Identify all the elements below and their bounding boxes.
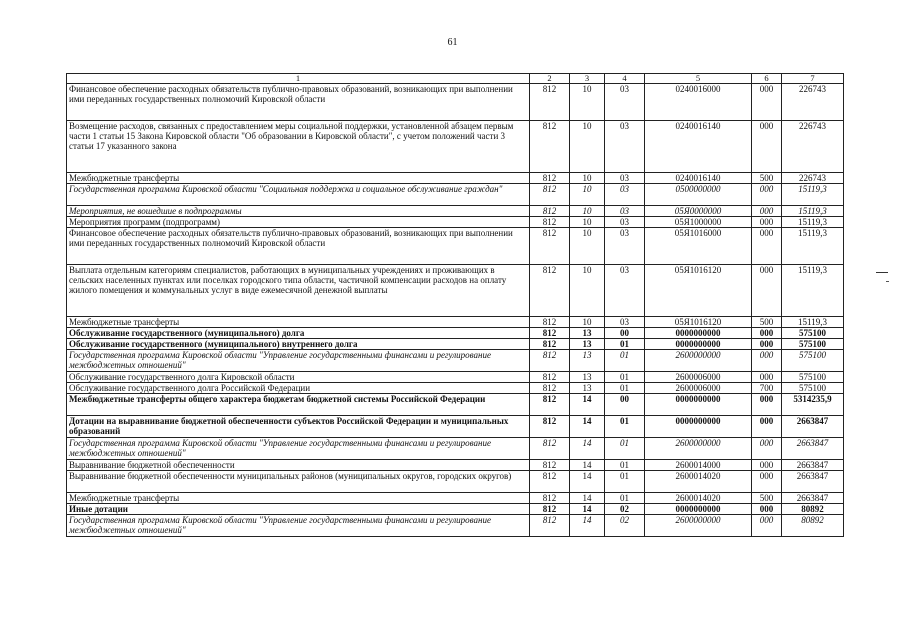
row-ved-cell: 812 — [530, 471, 570, 493]
table-row — [67, 184, 844, 206]
row-expense-type-cell: 000 — [752, 515, 782, 537]
table-row — [67, 471, 844, 493]
row-name-cell: Государственная программа Кировской области "Управление государственными финансами и регулирование межбюджетных отношений" — [67, 350, 530, 372]
table-row — [67, 515, 844, 537]
table-row — [67, 121, 844, 173]
table-row — [67, 173, 844, 184]
row-subsection-cell: 03 — [605, 173, 645, 184]
row-name-cell: Возмещение расходов, связанных с предоставлением меры социальной поддержки, установленной абзацем первым части 1 статьи 15 Закона Кировской области "Об образовании в Кировской области", с учетом положений части 3 статьи 17 указанного закона — [67, 121, 530, 173]
row-target-article-cell: 0240016000 — [645, 84, 752, 121]
table-row — [67, 416, 844, 438]
row-subsection-cell: 03 — [605, 121, 645, 173]
row-target-article-cell: 0500000000 — [645, 184, 752, 206]
row-section-cell: 14 — [570, 416, 605, 438]
table-row — [67, 317, 844, 328]
row-ved-cell: 812 — [530, 383, 570, 394]
row-name-cell: Обслуживание государственного долга Российской Федерации — [67, 383, 530, 394]
row-expense-type-cell: 000 — [752, 504, 782, 515]
row-ved-cell: 812 — [530, 394, 570, 416]
row-target-article-cell: 0000000000 — [645, 339, 752, 350]
header-cell: 2 — [530, 74, 570, 84]
row-amount-cell: 80892 — [782, 504, 844, 515]
table-row — [67, 206, 844, 217]
table-row — [67, 372, 844, 383]
row-expense-type-cell: 000 — [752, 84, 782, 121]
header-cell: 1 — [67, 74, 530, 84]
row-name-cell: Финансовое обеспечение расходных обязательств публично-правовых образований, возникающих при выполнении ими переданных государственных полномочий Кировской области — [67, 84, 530, 121]
row-subsection-cell: 01 — [605, 438, 645, 460]
row-amount-cell: 2663847 — [782, 493, 844, 504]
row-subsection-cell: 03 — [605, 265, 645, 317]
row-name-cell: Межбюджетные трансферты общего характера бюджетам бюджетной системы Российской Федерации — [67, 394, 530, 416]
row-expense-type-cell: 700 — [752, 383, 782, 394]
row-amount-cell: 2663847 — [782, 471, 844, 493]
table-row — [67, 493, 844, 504]
row-name-cell: Мероприятия программ (подпрограмм) — [67, 217, 530, 228]
row-expense-type-cell: 000 — [752, 438, 782, 460]
row-target-article-cell: 0240016140 — [645, 173, 752, 184]
row-target-article-cell: 2600000000 — [645, 350, 752, 372]
row-expense-type-cell: 000 — [752, 121, 782, 173]
row-section-cell: 14 — [570, 438, 605, 460]
row-ved-cell: 812 — [530, 84, 570, 121]
row-section-cell: 10 — [570, 184, 605, 206]
header-cell: 6 — [752, 74, 782, 84]
row-target-article-cell: 05Я1000000 — [645, 217, 752, 228]
row-section-cell: 10 — [570, 84, 605, 121]
row-expense-type-cell: 500 — [752, 317, 782, 328]
row-expense-type-cell: 000 — [752, 416, 782, 438]
table-row — [67, 350, 844, 372]
row-name-cell: Дотации на выравнивание бюджетной обеспеченности субъектов Российской Федерации и муниципальных образований — [67, 416, 530, 438]
row-target-article-cell: 0240016140 — [645, 121, 752, 173]
row-target-article-cell: 2600006000 — [645, 372, 752, 383]
row-ved-cell: 812 — [530, 493, 570, 504]
row-expense-type-cell: 000 — [752, 339, 782, 350]
row-amount-cell: 575100 — [782, 372, 844, 383]
table-row — [67, 339, 844, 350]
row-amount-cell: 2663847 — [782, 460, 844, 471]
row-section-cell: 10 — [570, 173, 605, 184]
row-subsection-cell: 01 — [605, 350, 645, 372]
row-ved-cell: 812 — [530, 121, 570, 173]
row-ved-cell: 812 — [530, 460, 570, 471]
row-subsection-cell: 01 — [605, 460, 645, 471]
row-ved-cell: 812 — [530, 372, 570, 383]
row-amount-cell: 575100 — [782, 328, 844, 339]
row-expense-type-cell: 000 — [752, 206, 782, 217]
row-ved-cell: 812 — [530, 328, 570, 339]
row-section-cell: 13 — [570, 328, 605, 339]
row-expense-type-cell: 000 — [752, 328, 782, 339]
row-target-article-cell: 2600006000 — [645, 383, 752, 394]
row-ved-cell: 812 — [530, 317, 570, 328]
table-row — [67, 460, 844, 471]
header-cell: 7 — [782, 74, 844, 84]
row-target-article-cell: 05Я1016000 — [645, 228, 752, 265]
row-ved-cell: 812 — [530, 438, 570, 460]
row-amount-cell: 226743 — [782, 173, 844, 184]
row-subsection-cell: 00 — [605, 328, 645, 339]
row-subsection-cell: 01 — [605, 339, 645, 350]
table-row — [67, 383, 844, 394]
row-expense-type-cell: 000 — [752, 394, 782, 416]
row-target-article-cell: 2600000000 — [645, 438, 752, 460]
table-row — [67, 217, 844, 228]
row-section-cell: 13 — [570, 383, 605, 394]
row-name-cell: Межбюджетные трансферты — [67, 493, 530, 504]
row-amount-cell: 5314235,9 — [782, 394, 844, 416]
row-amount-cell: 2663847 — [782, 438, 844, 460]
row-ved-cell: 812 — [530, 217, 570, 228]
row-ved-cell: 812 — [530, 173, 570, 184]
row-section-cell: 14 — [570, 471, 605, 493]
row-amount-cell: 575100 — [782, 383, 844, 394]
row-name-cell: Государственная программа Кировской области "Управление государственными финансами и регулирование межбюджетных отношений" — [67, 438, 530, 460]
row-name-cell: Государственная программа Кировской области "Социальная поддержка и социальное обслуживание граждан" — [67, 184, 530, 206]
row-ved-cell: 812 — [530, 228, 570, 265]
row-subsection-cell: 03 — [605, 228, 645, 265]
row-ved-cell: 812 — [530, 350, 570, 372]
row-target-article-cell: 05Я1016120 — [645, 317, 752, 328]
row-subsection-cell: 01 — [605, 471, 645, 493]
table-row — [67, 504, 844, 515]
row-expense-type-cell: 000 — [752, 228, 782, 265]
row-section-cell: 10 — [570, 121, 605, 173]
row-target-article-cell: 0000000000 — [645, 504, 752, 515]
row-subsection-cell: 03 — [605, 217, 645, 228]
row-expense-type-cell: 000 — [752, 184, 782, 206]
row-amount-cell: 15119,3 — [782, 228, 844, 265]
row-target-article-cell: 2600014000 — [645, 460, 752, 471]
row-subsection-cell: 01 — [605, 372, 645, 383]
row-name-cell: Обслуживание государственного (муниципального) внутреннего долга — [67, 339, 530, 350]
row-ved-cell: 812 — [530, 504, 570, 515]
table-row — [67, 84, 844, 121]
row-subsection-cell: 02 — [605, 504, 645, 515]
header-row — [67, 74, 844, 84]
row-expense-type-cell: 000 — [752, 460, 782, 471]
row-section-cell: 10 — [570, 228, 605, 265]
row-amount-cell: 80892 — [782, 515, 844, 537]
row-name-cell: Межбюджетные трансферты — [67, 173, 530, 184]
table-row — [67, 228, 844, 265]
row-expense-type-cell: 500 — [752, 173, 782, 184]
row-target-article-cell: 2600014020 — [645, 493, 752, 504]
row-subsection-cell: 03 — [605, 317, 645, 328]
row-amount-cell: 15119,3 — [782, 265, 844, 317]
row-expense-type-cell: 000 — [752, 372, 782, 383]
row-amount-cell: 575100 — [782, 339, 844, 350]
row-name-cell: Иные дотации — [67, 504, 530, 515]
budget-table — [66, 73, 844, 537]
margin-mark — [876, 272, 888, 273]
row-amount-cell: 15119,3 — [782, 184, 844, 206]
row-name-cell: Обслуживание государственного (муниципального) долга — [67, 328, 530, 339]
row-target-article-cell: 2600014020 — [645, 471, 752, 493]
row-expense-type-cell: 000 — [752, 350, 782, 372]
row-ved-cell: 812 — [530, 339, 570, 350]
row-name-cell: Финансовое обеспечение расходных обязательств публично-правовых образований, возникающих при выполнении ими переданных государственных полномочий Кировской области — [67, 228, 530, 265]
row-ved-cell: 812 — [530, 416, 570, 438]
row-section-cell: 10 — [570, 317, 605, 328]
margin-mark — [886, 281, 889, 282]
row-section-cell: 14 — [570, 394, 605, 416]
row-section-cell: 14 — [570, 493, 605, 504]
header-cell: 4 — [605, 74, 645, 84]
row-subsection-cell: 00 — [605, 394, 645, 416]
row-name-cell: Мероприятия, не вошедшие в подпрограммы — [67, 206, 530, 217]
row-section-cell: 10 — [570, 206, 605, 217]
row-target-article-cell: 05Я1016120 — [645, 265, 752, 317]
row-section-cell: 13 — [570, 350, 605, 372]
row-name-cell: Государственная программа Кировской области "Управление государственными финансами и регулирование межбюджетных отношений" — [67, 515, 530, 537]
row-amount-cell: 15119,3 — [782, 217, 844, 228]
row-target-article-cell: 0000000000 — [645, 394, 752, 416]
row-expense-type-cell: 000 — [752, 471, 782, 493]
row-subsection-cell: 01 — [605, 493, 645, 504]
row-amount-cell: 15119,3 — [782, 206, 844, 217]
row-amount-cell: 226743 — [782, 84, 844, 121]
row-ved-cell: 812 — [530, 184, 570, 206]
row-section-cell: 10 — [570, 217, 605, 228]
table-row — [67, 394, 844, 416]
row-ved-cell: 812 — [530, 206, 570, 217]
table-row — [67, 328, 844, 339]
row-target-article-cell: 0000000000 — [645, 416, 752, 438]
row-section-cell: 14 — [570, 515, 605, 537]
row-ved-cell: 812 — [530, 265, 570, 317]
row-amount-cell: 15119,3 — [782, 317, 844, 328]
row-name-cell: Обслуживание государственного долга Кировской области — [67, 372, 530, 383]
table-row — [67, 265, 844, 317]
row-section-cell: 14 — [570, 460, 605, 471]
row-section-cell: 13 — [570, 372, 605, 383]
row-name-cell: Выравнивание бюджетной обеспеченности — [67, 460, 530, 471]
row-subsection-cell: 03 — [605, 206, 645, 217]
row-expense-type-cell: 500 — [752, 493, 782, 504]
row-amount-cell: 2663847 — [782, 416, 844, 438]
row-name-cell: Межбюджетные трансферты — [67, 317, 530, 328]
row-subsection-cell: 01 — [605, 416, 645, 438]
row-name-cell: Выплата отдельным категориям специалистов, работающих в муниципальных учреждениях и проживающих в сельских населенных пунктах или поселках городского типа области, частичной компенсации расходов на оплату жилого помещения и коммунальных услуг в виде ежемесячной денежной выплаты — [67, 265, 530, 317]
row-ved-cell: 812 — [530, 515, 570, 537]
row-name-cell: Выравнивание бюджетной обеспеченности муниципальных районов (муниципальных округов, городских округов) — [67, 471, 530, 493]
row-amount-cell: 575100 — [782, 350, 844, 372]
table-row — [67, 438, 844, 460]
header-cell: 5 — [645, 74, 752, 84]
row-target-article-cell: 2600000000 — [645, 515, 752, 537]
row-subsection-cell: 03 — [605, 184, 645, 206]
row-amount-cell: 226743 — [782, 121, 844, 173]
page-number: 61 — [447, 37, 458, 48]
row-expense-type-cell: 000 — [752, 217, 782, 228]
row-expense-type-cell: 000 — [752, 265, 782, 317]
header-cell: 3 — [570, 74, 605, 84]
row-subsection-cell: 01 — [605, 383, 645, 394]
row-subsection-cell: 03 — [605, 84, 645, 121]
row-section-cell: 10 — [570, 265, 605, 317]
row-subsection-cell: 02 — [605, 515, 645, 537]
row-target-article-cell: 0000000000 — [645, 328, 752, 339]
row-section-cell: 13 — [570, 339, 605, 350]
row-target-article-cell: 05Я0000000 — [645, 206, 752, 217]
row-section-cell: 14 — [570, 504, 605, 515]
